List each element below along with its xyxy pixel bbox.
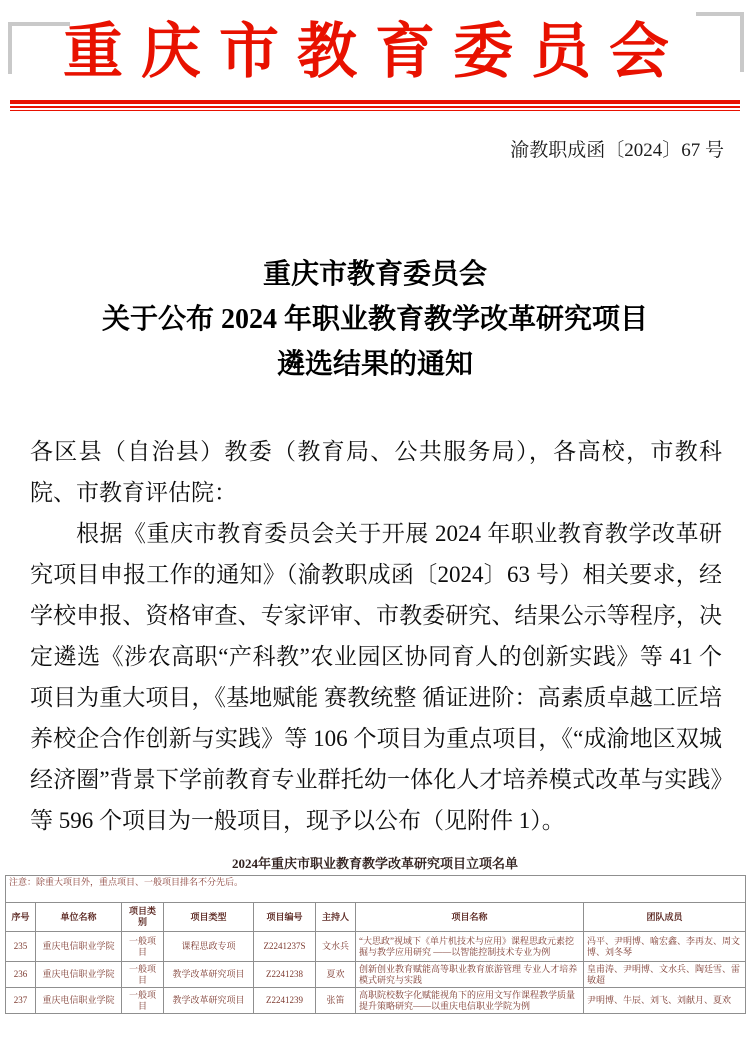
document-title [0,252,750,387]
cell-type: 教学改革研究项目 [164,962,254,988]
cell-number: Z2241238 [254,962,316,988]
cell-team: 皇甫涛、尹明博、文水兵、陶廷雪、雷敏超 [584,962,746,988]
cell-category: 一般项目 [122,962,164,988]
header-category: 项目类别 [122,903,164,932]
table-note-row [6,876,746,903]
header-leader: 主持人 [316,903,356,932]
table-row [6,962,746,988]
cell-type: 课程思政专项 [164,932,254,962]
attachment-table-block [0,853,750,1014]
document-title-line3: 遴选结果的通知 [276,349,473,380]
table-header-row [6,903,746,932]
cell-leader: 夏欢 [316,962,356,988]
cell-number: Z2241237S [254,932,316,962]
header-unit: 单位名称 [36,903,122,932]
main-paragraph: 根据《重庆市教育委员会关于开展 2024 年职业教育教学改革研究项目申报工作的通知》（渝教职成函〔2024〕63 号）相关要求，经学校申报、资格审查、专家评审、市教委研究、结果公示等程序，决定遴选《涉农高职“产科教”农业园区协同育人的创新实践》等 41 个项目为重大项目，《基地赋能 赛教统整 循证进阶：高素质卓越工匠培养校企合作创新与实践》等 106 个项目为重点项目，《“成渝地区双城经济圈”背景下学前教育专业群托幼一体化人才培养模式改革与实践》等 596 个项目为一般项目，现予以公布（见附件 1）。 [30,521,722,833]
cell-unit: 重庆电信职业学院 [36,932,122,962]
cell-number: Z2241239 [254,988,316,1014]
header-type: 项目类型 [164,903,254,932]
cell-serial: 237 [6,988,36,1014]
header-number: 项目编号 [254,903,316,932]
letterhead-divider [10,100,740,111]
cell-project-name: 高职院校数字化赋能视角下的应用文写作课程教学质量提升策略研究——以重庆电信职业学院为例 [356,988,584,1014]
cell-type: 教学改革研究项目 [164,988,254,1014]
table-title: 2024年重庆市职业教育教学改革研究项目立项名单 [231,856,518,871]
cell-unit: 重庆电信职业学院 [36,962,122,988]
cell-category: 一般项目 [122,988,164,1014]
salutation-paragraph: 各区县（自治县）教委（教育局、公共服务局），各高校，市教科院、市教育评估院： [30,439,722,505]
cell-serial: 236 [6,962,36,988]
cell-unit: 重庆电信职业学院 [36,988,122,1014]
scan-corner-mark-left [8,22,70,74]
document-body [30,431,722,841]
cell-leader: 张笛 [316,988,356,1014]
cell-team: 冯平、尹明博、喻宏鑫、李再友、周文博、刘冬琴 [584,932,746,962]
header-team: 团队成员 [584,903,746,932]
cell-serial: 235 [6,932,36,962]
cell-leader: 文水兵 [316,932,356,962]
table-row [6,932,746,962]
header-serial: 序号 [6,903,36,932]
document-number: 渝教职成函〔2024〕67 号 [510,140,724,161]
letterhead-title: 重庆市教育委员会 [63,19,687,85]
table-row [6,988,746,1014]
cell-project-name: “大思政”视域下《单片机技术与应用》课程思政元素挖掘与教学应用研究 ——以智能控制技术专业为例 [356,932,584,962]
document-title-line1: 重庆市教育委员会 [262,259,487,290]
cell-project-name: 创新创业教育赋能高等职业教育旅游管理 专业人才培养模式研究与实践 [356,962,584,988]
project-list-table [5,875,746,1014]
cell-team: 尹明博、牛辰、刘飞、刘献月、夏欢 [584,988,746,1014]
scan-corner-mark-right [696,12,744,72]
table-note: 注意：除重大项目外，重点项目、一般项目排名不分先后。 [6,876,746,903]
cell-category: 一般项目 [122,932,164,962]
header-project-name: 项目名称 [356,903,584,932]
document-title-line2: 关于公布 2024 年职业教育教学改革研究项目 [101,304,648,335]
